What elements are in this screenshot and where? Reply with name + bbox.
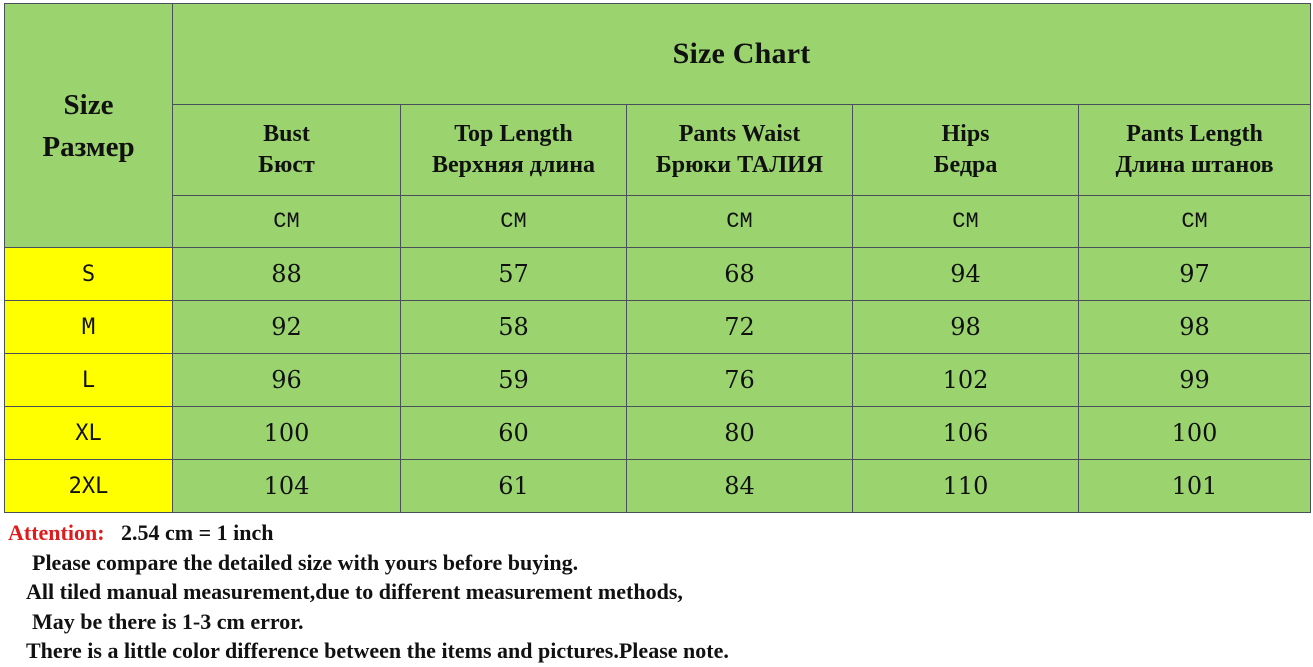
size-label: S <box>5 248 173 301</box>
value-cell: 72 <box>627 301 853 354</box>
value-cell: 96 <box>173 354 401 407</box>
column-header-en: Bust <box>263 121 310 147</box>
table-row <box>5 460 1311 513</box>
note-line: May be there is 1-3 cm error. <box>32 608 304 634</box>
value-cell: 101 <box>1079 460 1311 513</box>
size-label: XL <box>5 407 173 460</box>
value-cell: 92 <box>173 301 401 354</box>
note-line: There is a little color difference between the items and pictures.Please note. <box>26 638 729 663</box>
unit-cell: CM <box>401 196 627 248</box>
value-cell: 98 <box>853 301 1079 354</box>
value-cell: 100 <box>1079 407 1311 460</box>
value-cell: 98 <box>1079 301 1311 354</box>
value-cell: 57 <box>401 248 627 301</box>
value-cell: 104 <box>173 460 401 513</box>
note-line: All tiled manual measurement,due to different measurement methods, <box>26 579 683 604</box>
size-label: M <box>5 301 173 354</box>
value-cell: 97 <box>1079 248 1311 301</box>
value-cell: 61 <box>401 460 627 513</box>
column-header-en: Top Length <box>454 121 573 147</box>
table-row <box>5 354 1311 407</box>
column-header-en: Hips <box>941 121 990 147</box>
unit-cell: CM <box>627 196 853 248</box>
attention-line <box>8 518 729 548</box>
column-header-ru: Брюки ТАЛИЯ <box>655 152 824 178</box>
value-cell: 84 <box>627 460 853 513</box>
value-cell: 94 <box>853 248 1079 301</box>
column-header-ru: Верхняя длина <box>431 152 596 178</box>
column-header-hips <box>853 105 1079 196</box>
note-line: Please compare the detailed size with yours before buying. <box>32 549 579 575</box>
column-header-pants-length <box>1079 105 1311 196</box>
value-cell: 58 <box>401 301 627 354</box>
column-header-en: Pants Length <box>1126 121 1263 147</box>
value-cell: 106 <box>853 407 1079 460</box>
value-cell: 100 <box>173 407 401 460</box>
size-header-en: Size <box>63 88 114 121</box>
column-header-ru: Длина штанов <box>1115 152 1274 178</box>
column-header-bust <box>173 105 401 196</box>
conversion-note: 2.54 cm = 1 inch <box>121 520 274 545</box>
value-cell: 68 <box>627 248 853 301</box>
column-header-ru: Бедра <box>933 152 998 178</box>
value-cell: 88 <box>173 248 401 301</box>
size-label: L <box>5 354 173 407</box>
notes-section <box>8 518 729 666</box>
value-cell: 99 <box>1079 354 1311 407</box>
value-cell: 59 <box>401 354 627 407</box>
size-label: 2XL <box>5 460 173 513</box>
size-chart-table <box>4 3 1311 513</box>
unit-cell: CM <box>853 196 1079 248</box>
value-cell: 110 <box>853 460 1079 513</box>
column-header-top-length <box>401 105 627 196</box>
value-cell: 80 <box>627 407 853 460</box>
unit-cell: CM <box>1079 196 1311 248</box>
column-header-en: Pants Waist <box>678 121 801 147</box>
table-row <box>5 248 1311 301</box>
value-cell: 76 <box>627 354 853 407</box>
chart-title: Size Chart <box>173 4 1311 105</box>
size-header-ru: Размер <box>42 130 135 163</box>
column-header-ru: Бюст <box>258 152 315 178</box>
value-cell: 102 <box>853 354 1079 407</box>
size-column-header <box>5 4 173 248</box>
attention-label: Attention: <box>8 520 105 545</box>
value-cell: 60 <box>401 407 627 460</box>
table-row <box>5 301 1311 354</box>
unit-cell: CM <box>173 196 401 248</box>
table-row <box>5 407 1311 460</box>
column-header-pants-waist <box>627 105 853 196</box>
